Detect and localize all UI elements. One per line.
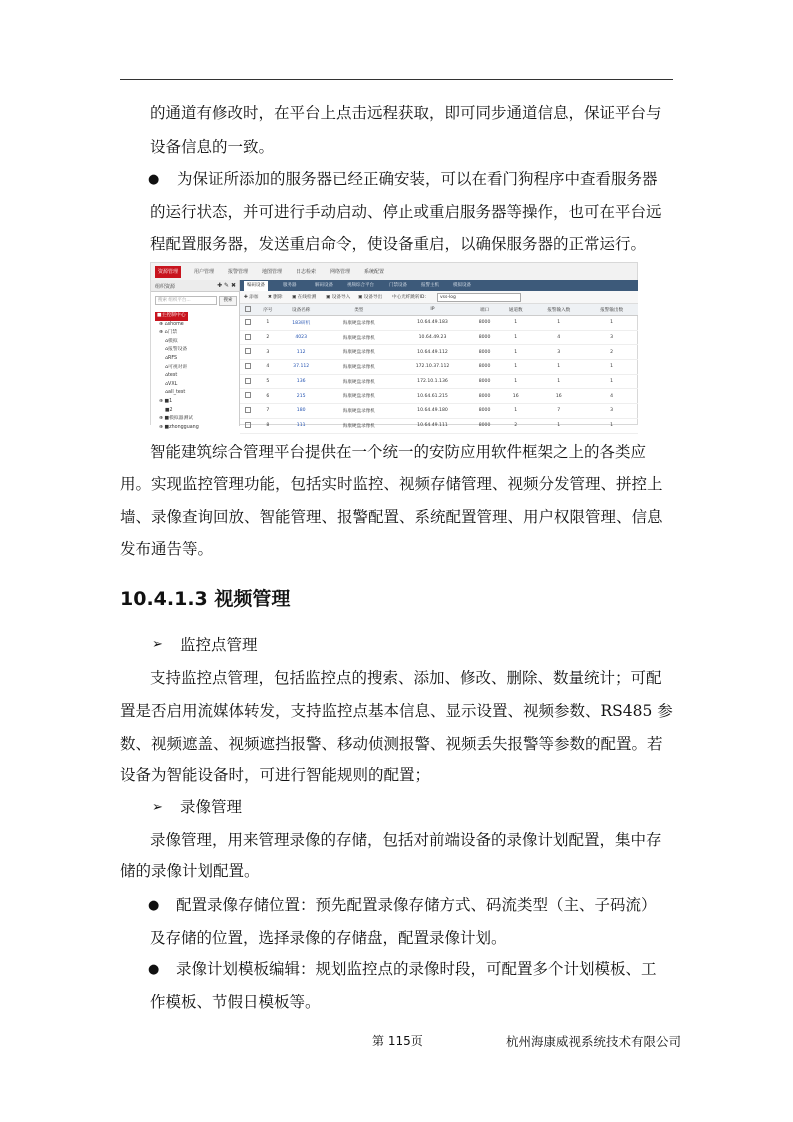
- table-cell: 10.64.49.112: [395, 345, 470, 360]
- row-checkbox[interactable]: [240, 374, 256, 389]
- export-button[interactable]: ▣ 设备导出: [358, 295, 383, 300]
- table-cell: 3: [532, 345, 585, 360]
- table-cell: 7: [256, 404, 280, 419]
- text-line: 作模板、节假日模板等。: [150, 993, 321, 1011]
- tree-node[interactable]: ⊕ ■zhongguang: [159, 424, 199, 430]
- table-cell: 3: [585, 330, 638, 345]
- table-cell: 1: [499, 374, 532, 389]
- online-check-button[interactable]: ▣ 在线检测: [292, 295, 317, 300]
- column-header: 报警输入数: [532, 304, 585, 316]
- column-header: 类型: [323, 304, 395, 316]
- table-header-row: [240, 304, 638, 316]
- table-cell: 海康硬盘录像机: [323, 316, 395, 331]
- row-checkbox[interactable]: [240, 345, 256, 360]
- arrow-icon: ➢: [152, 637, 163, 652]
- tree-node[interactable]: ⌂可视对讲: [165, 364, 188, 370]
- table-cell: 2: [256, 330, 280, 345]
- table-cell: 37.112: [280, 360, 323, 375]
- text-line: 智能建筑综合管理平台提供在一个统一的安防应用软件框架之上的各类应: [150, 443, 647, 461]
- tree-node[interactable]: ⌂模拟: [165, 338, 178, 344]
- tree-title: 组织资源: [155, 284, 176, 290]
- tree-node[interactable]: ⊕ ⌂门禁: [159, 330, 178, 336]
- tree-node[interactable]: ■2: [165, 407, 173, 413]
- top-tab[interactable]: 地图管理: [262, 269, 283, 275]
- table-row[interactable]: [240, 389, 638, 404]
- bullet-icon: ●: [148, 172, 160, 187]
- tree-node[interactable]: ⌂VXL: [165, 381, 178, 387]
- table-cell: 8000: [470, 345, 499, 360]
- top-tab[interactable]: 网络管理: [330, 269, 351, 275]
- table-row[interactable]: [240, 418, 638, 433]
- column-header: 序号: [256, 304, 280, 316]
- device-tab[interactable]: 编码设备: [244, 281, 268, 291]
- add-edit-delete-icon[interactable]: ✚ ✎ ✖: [217, 282, 236, 289]
- table-cell: 2: [585, 345, 638, 360]
- tree-node[interactable]: ⌂all_test: [165, 390, 186, 396]
- delete-button[interactable]: ✖ 删除: [268, 295, 283, 300]
- top-menu: [151, 263, 637, 281]
- table-row[interactable]: [240, 374, 638, 389]
- center-id-select[interactable]: vss-log: [437, 293, 521, 302]
- column-header: 端口: [470, 304, 499, 316]
- table-cell: 1: [499, 316, 532, 331]
- subheading: 录像管理: [180, 798, 243, 816]
- text-line: 设备为智能设备时，可进行智能规则的配置；: [120, 766, 431, 784]
- text-line: 录像管理，用来管理录像的存储，包括对前端设备的录像计划配置，集中存: [150, 831, 662, 849]
- table-cell: 1: [499, 330, 532, 345]
- table-cell: 2: [499, 418, 532, 433]
- text-line: 支持监控点管理，包括监控点的搜索、添加、修改、删除、数量统计；可配: [150, 669, 662, 687]
- column-header: 报警输出数: [585, 304, 638, 316]
- table-cell: 8000: [470, 404, 499, 419]
- table-cell: 16: [532, 389, 585, 404]
- center-id-label: 中心光纤跳转ID：: [392, 295, 430, 300]
- table-cell: 海康硬盘录像机: [323, 418, 395, 433]
- table-cell: 4: [532, 330, 585, 345]
- table-cell: 16: [499, 389, 532, 404]
- top-tab[interactable]: 资源管理: [155, 266, 181, 278]
- text-line: 数、视频遮盖、视频遮挡报警、移动侦测报警、视频丢失报警等参数的配置。若: [120, 735, 663, 753]
- tree-header: [151, 280, 239, 292]
- page-number: 第 115页: [372, 1034, 423, 1048]
- row-checkbox[interactable]: [240, 316, 256, 331]
- table-cell: 1: [499, 345, 532, 360]
- table-cell: 1: [585, 418, 638, 433]
- table-row[interactable]: [240, 316, 638, 331]
- table-cell: 海康硬盘录像机: [323, 389, 395, 404]
- device-tab[interactable]: 服务器: [283, 283, 297, 288]
- table-cell: 8000: [470, 360, 499, 375]
- row-checkbox[interactable]: [240, 404, 256, 419]
- table-cell: 10.64.49.23: [395, 330, 470, 345]
- tree-node[interactable]: ■主控制中心: [155, 312, 188, 321]
- table-cell: 172.10.1.136: [395, 374, 470, 389]
- table-cell: 1: [585, 316, 638, 331]
- text-line: 的通道有修改时，在平台上点击远程获取，即可同步通道信息，保证平台与: [150, 104, 662, 122]
- tree-node[interactable]: ⌂报警设备: [165, 347, 188, 353]
- table-cell: 海康硬盘录像机: [323, 345, 395, 360]
- table-cell: 4023: [280, 330, 323, 345]
- table-cell: 1: [499, 360, 532, 375]
- table-cell: 1: [532, 316, 585, 331]
- table-row[interactable]: [240, 330, 638, 345]
- text-line: 及存储的位置，选择录像的存储盘，配置录像计划。: [150, 929, 507, 947]
- table-row[interactable]: [240, 345, 638, 360]
- device-table: [240, 304, 638, 434]
- text-line: 录像计划模板编辑：规划监控点的录像时段，可配置多个计划模板、工: [176, 960, 657, 978]
- table-cell: 海康硬盘录像机: [323, 404, 395, 419]
- table-cell: 183研机: [280, 316, 323, 331]
- table-cell: 5: [256, 374, 280, 389]
- table-cell: 172.10.37.112: [395, 360, 470, 375]
- table-cell: 136: [280, 374, 323, 389]
- text-line: 的运行状态，并可进行手动启动、停止或重启服务器等操作，也可在平台远: [150, 203, 662, 221]
- table-cell: 4: [585, 389, 638, 404]
- bullet-icon: ●: [148, 898, 160, 913]
- row-checkbox[interactable]: [240, 330, 256, 345]
- table-cell: 6: [256, 389, 280, 404]
- table-cell: 4: [256, 360, 280, 375]
- text-line: 为保证所添加的服务器已经正确安装，可以在看门狗程序中查看服务器: [177, 170, 658, 188]
- arrow-icon: ➢: [152, 800, 163, 815]
- import-button[interactable]: ▣ 设备导入: [326, 295, 351, 300]
- company-name: 杭州海康威视系统技术有限公司: [506, 1034, 682, 1049]
- text-line: 设备信息的一致。: [150, 138, 275, 156]
- device-tab[interactable]: 解码设备: [315, 283, 333, 288]
- select-all-checkbox[interactable]: [240, 304, 256, 316]
- table-cell: 10.64.49.183: [395, 316, 470, 331]
- table-cell: 7: [532, 404, 585, 419]
- table-cell: 海康硬盘录像机: [323, 360, 395, 375]
- column-header: 设备名称: [280, 304, 323, 316]
- resource-tree-pane: [151, 280, 240, 430]
- table-cell: 111: [280, 418, 323, 433]
- org-tree: [155, 312, 237, 432]
- text-line: 置是否启用流媒体转发，支持监控点基本信息、显示设置、视频参数、RS485 参: [120, 702, 673, 720]
- device-tabs: [240, 280, 638, 291]
- bullet-icon: ●: [148, 962, 160, 977]
- table-cell: 8000: [470, 389, 499, 404]
- table-row[interactable]: [240, 360, 638, 375]
- text-line: 发布通告等。: [120, 540, 214, 558]
- table-cell: 8000: [470, 418, 499, 433]
- top-tab[interactable]: 报警管理: [228, 269, 249, 275]
- row-checkbox[interactable]: [240, 389, 256, 404]
- table-cell: 3: [585, 404, 638, 419]
- table-cell: 112: [280, 345, 323, 360]
- text-line: 用。实现监控管理功能，包括实时监控、视频存储管理、视频分发管理、拼控上: [120, 475, 663, 493]
- table-cell: 海康硬盘录像机: [323, 330, 395, 345]
- table-cell: 1: [532, 418, 585, 433]
- software-screenshot: [150, 262, 638, 430]
- table-cell: 8000: [470, 374, 499, 389]
- top-tab[interactable]: 系统配置: [364, 269, 385, 275]
- tree-node[interactable]: ⊕ ■模拟器测试: [159, 416, 194, 422]
- top-tab[interactable]: 用户管理: [194, 269, 215, 275]
- subheading: 监控点管理: [180, 636, 258, 654]
- table-cell: 1: [532, 374, 585, 389]
- table-cell: 1: [532, 360, 585, 375]
- top-tab[interactable]: 日志检索: [296, 269, 317, 275]
- table-cell: 1: [256, 316, 280, 331]
- header-rule: [120, 79, 673, 80]
- device-toolbar: [240, 291, 638, 304]
- tree-node[interactable]: ⊕ ⌂shome: [159, 321, 184, 327]
- device-tab[interactable]: 视频综合平台: [347, 283, 374, 288]
- tree-node[interactable]: ⌂test: [165, 373, 178, 379]
- table-cell: 1: [585, 360, 638, 375]
- add-button[interactable]: ✚ 添加: [244, 295, 259, 300]
- tree-node[interactable]: ⌂RFS: [165, 355, 178, 361]
- table-cell: 3: [256, 345, 280, 360]
- table-cell: 8: [256, 418, 280, 433]
- table-cell: 8000: [470, 316, 499, 331]
- table-cell: 215: [280, 389, 323, 404]
- text-line: 墙、录像查询回放、智能管理、报警配置、系统配置管理、用户权限管理、信息: [120, 508, 663, 526]
- row-checkbox[interactable]: [240, 360, 256, 375]
- table-cell: 180: [280, 404, 323, 419]
- column-header: 通道数: [499, 304, 532, 316]
- table-cell: 10.64.49.180: [395, 404, 470, 419]
- table-cell: 10.64.61.215: [395, 389, 470, 404]
- search-button[interactable]: 搜索: [219, 296, 237, 306]
- section-heading: 10.4.1.3 视频管理: [120, 588, 291, 610]
- device-pane: [240, 280, 638, 429]
- column-header: IP: [395, 304, 470, 316]
- device-tab[interactable]: 门禁设备: [389, 283, 407, 288]
- text-line: 程配置服务器，发送重启命令，使设备重启，以确保服务器的正常运行。: [150, 235, 647, 253]
- table-cell: 1: [499, 404, 532, 419]
- table-cell: 1: [585, 374, 638, 389]
- table-row[interactable]: [240, 404, 638, 419]
- text-line: 配置录像存储位置：预先配置录像存储方式、码流类型（主、子码流）: [176, 896, 657, 914]
- table-cell: 8000: [470, 330, 499, 345]
- row-checkbox[interactable]: [240, 418, 256, 433]
- search-input[interactable]: 搜索 组织平台...: [155, 296, 217, 305]
- text-line: 储的录像计划配置。: [120, 862, 260, 880]
- tree-node[interactable]: ⊕ ■1: [159, 398, 173, 404]
- table-cell: 海康硬盘录像机: [323, 374, 395, 389]
- device-tab[interactable]: 模拟设备: [453, 283, 471, 288]
- device-tab[interactable]: 报警主机: [421, 283, 439, 288]
- table-cell: 10.64.49.111: [395, 418, 470, 433]
